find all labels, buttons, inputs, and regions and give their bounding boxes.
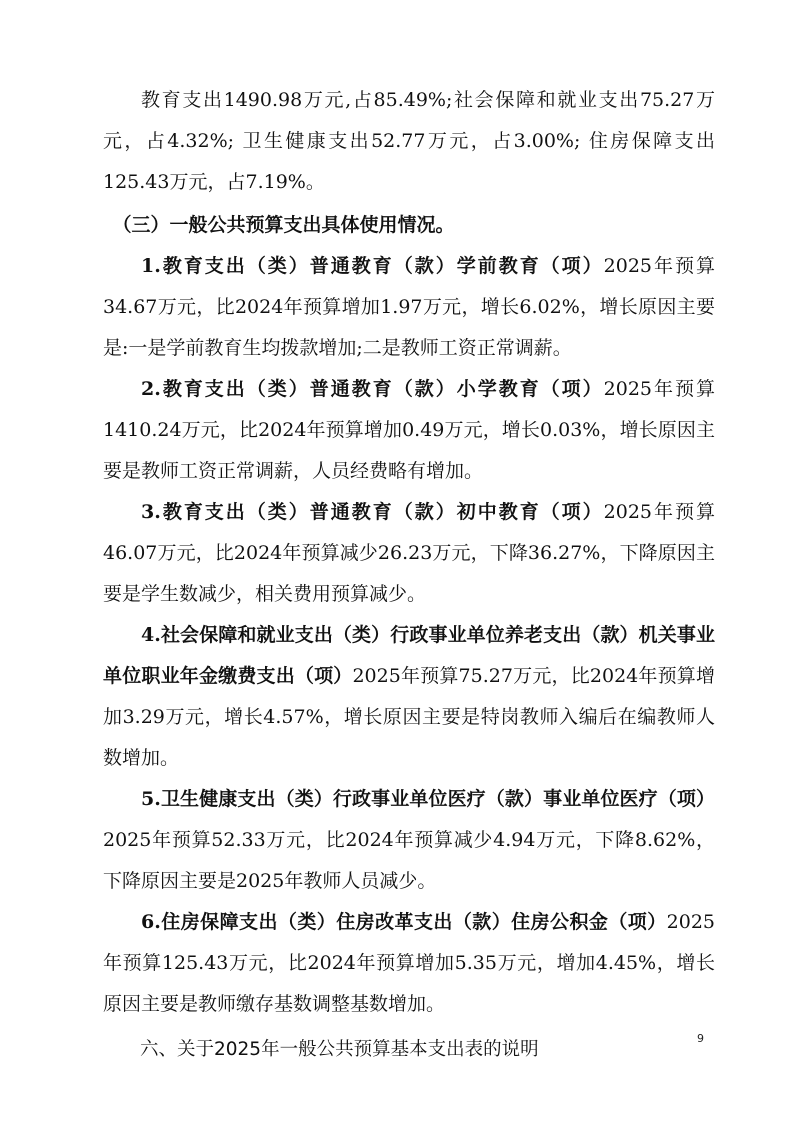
paragraph-item-5 — [103, 779, 715, 902]
item-6-body: 2025年预算125.43万元，比2024年预算增加5.35万元，增加4.45%，增长原因主要是教师缴存基数调整基数增加。 — [103, 911, 715, 1015]
item-5-body: 2025年预算52.33万元，比2024年预算减少4.94万元，下降8.62%，下降原因主要是2025年教师人员减少。 — [103, 829, 715, 892]
paragraph-item-6 — [103, 902, 715, 1025]
item-4-body: 2025年预算75.27万元，比2024年预算增加3.29万元，增长4.57%，增长原因主要是特岗教师入编后在编教师人数增加。 — [103, 665, 715, 769]
paragraph-expenditure-summary: 教育支出1490.98万元,占85.49%;社会保障和就业支出75.27万元，占4.32%; 卫生健康支出52.77万元，占3.00%; 住房保障支出125.43万元，占7.19%。 — [103, 89, 715, 193]
item-2-body: 2025年预算1410.24万元，比2024年预算增加0.49万元，增长0.03%，增长原因主要是教师工资正常调薪，人员经费略有增加。 — [103, 378, 716, 482]
body-text — [103, 80, 715, 1070]
item-6-title: 6.住房保障支出（类）住房改革支出（款）住房公积金（项） — [141, 911, 667, 933]
item-4-title: 4.社会保障和就业支出（类）行政事业单位养老支出（款）机关事业单位职业年金缴费支出（项） — [103, 624, 715, 687]
section-heading-6: 六、关于2025年一般公共预算基本支出表的说明 — [140, 1039, 539, 1060]
paragraph-item-1 — [103, 246, 715, 369]
heading-general-budget-usage: （三）一般公共预算支出具体使用情况。 — [112, 214, 455, 236]
item-3-title: 3.教育支出（类）普通教育（款）初中教育（项） — [141, 501, 604, 523]
item-1-body: 2025年预算34.67万元，比2024年预算增加1.97万元，增长6.02%，增长原因主要是:一是学前教育生均拨款增加;二是教师工资正常调薪。 — [103, 255, 716, 359]
item-1-title: 1.教育支出（类）普通教育（款）学前教育（项） — [141, 255, 604, 277]
item-5-title: 5.卫生健康支出（类）行政事业单位医疗（款）事业单位医疗（项） — [141, 788, 715, 810]
item-2-title: 2.教育支出（类）普通教育（款）小学教育（项） — [141, 378, 604, 400]
page-number: 9 — [697, 1032, 704, 1045]
item-3-body: 2025年预算46.07万元，比2024年预算减少26.23万元，下降36.27%，下降原因主要是学生数减少，相关费用预算减少。 — [103, 501, 716, 605]
paragraph-item-4 — [103, 615, 715, 779]
paragraph-item-2 — [103, 369, 715, 492]
paragraph-item-3 — [103, 492, 715, 615]
